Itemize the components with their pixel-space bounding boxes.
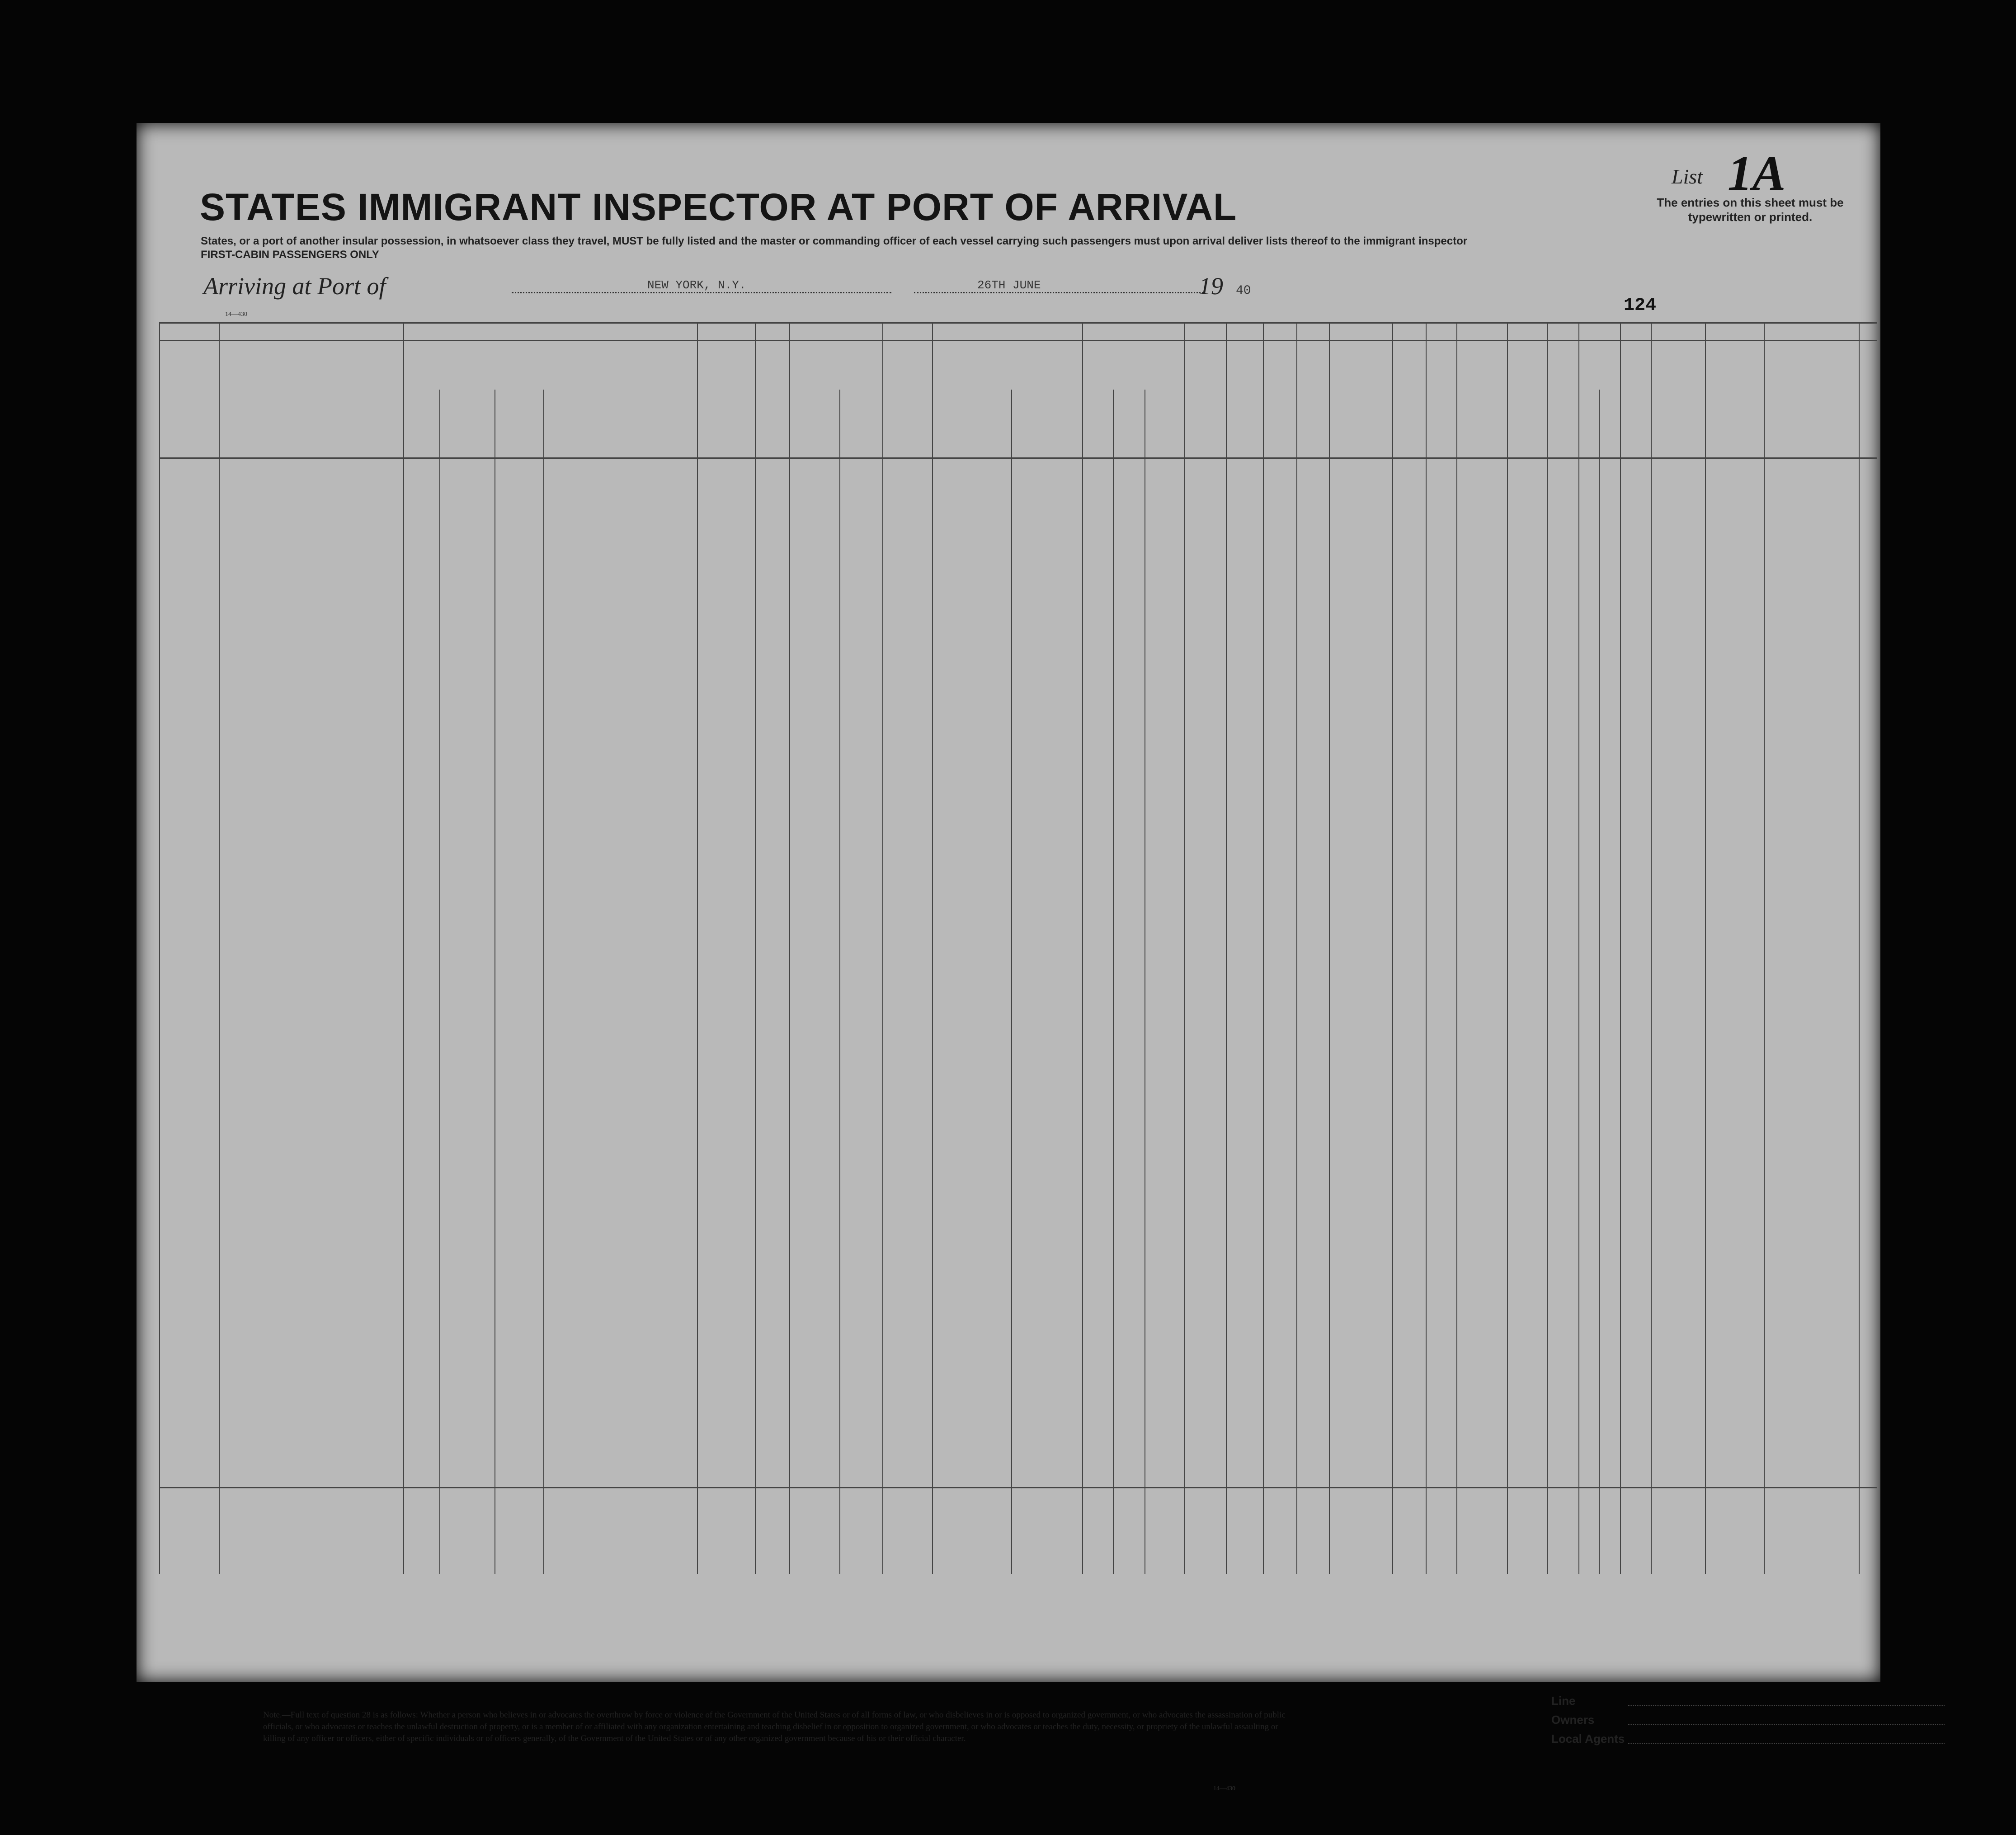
header-money [864, 390, 882, 453]
column-rule [1329, 322, 1330, 1574]
column-rule [1859, 322, 1860, 1574]
port-field: NEW YORK, N.Y. [512, 278, 891, 293]
form-subtitle: States, or a port of another insular possession, in whatsoever class they travel, MUST be fully listed and the master or commanding officer of each vessel carrying such passengers must upon arrival deliver lists thereof to the immigrant inspector [201, 235, 1468, 247]
column-rule [1507, 322, 1508, 1574]
header-polygamist [1267, 390, 1286, 453]
table-bottom-rule [159, 1487, 1877, 1488]
column-rule [789, 322, 790, 1574]
column-rule [1547, 322, 1548, 1574]
footer-form-number: 14—430 [1213, 1785, 1235, 1792]
year-suffix: 40 [1236, 284, 1251, 298]
header-offer-labor [1398, 390, 1416, 453]
subcolumn-rule [1578, 390, 1579, 1574]
form-number: 14—430 [225, 311, 247, 318]
manifest-sheet [137, 123, 1880, 1792]
list-number: 1A [1728, 146, 1786, 201]
list-instruction: The entries on this sheet must be typewritten or printed. [1657, 196, 1844, 224]
form-class-note: FIRST-CABIN PASSENGERS ONLY [201, 249, 379, 261]
column-rule [1226, 322, 1227, 1574]
footer-agents-field [1628, 1743, 1945, 1744]
footer-line-label: Line [1551, 1694, 1576, 1708]
list-label: List [1672, 165, 1703, 188]
column-rule [697, 322, 698, 1574]
column-rule [1184, 322, 1185, 1574]
footer-owners-label: Owners [1551, 1713, 1595, 1727]
header-ticket [702, 390, 720, 453]
arriving-label: Arriving at Port of [203, 273, 386, 300]
header-anarchist [1300, 390, 1318, 453]
header-arrested [1461, 390, 1479, 453]
form-title: STATES IMMIGRANT INSPECTOR AT PORT OF ARRIVAL [200, 186, 1237, 228]
header-bottom-rule [159, 457, 1877, 459]
header-feet [1581, 421, 1599, 485]
footer-agents-label: Local Agents [1551, 1732, 1625, 1746]
column-rule [1296, 322, 1297, 1574]
header-overthrow [1334, 390, 1352, 453]
page-number: 124 [1624, 296, 1657, 316]
subcolumn-rule [1599, 390, 1600, 1574]
column-rule [1426, 322, 1427, 1574]
column-rule [932, 322, 933, 1574]
header-top-rule [159, 322, 1877, 324]
column-rule [403, 322, 404, 1574]
column-rule [755, 322, 756, 1574]
year-prefix: 19 [1199, 273, 1223, 300]
date-field: 26TH JUNE [914, 278, 1203, 293]
footnote: Note.—Full text of question 28 is as follows: Whether a person who believes in or advocates the overthrow by force or violence of the Government of the United States or of all forms of law, or who disbelieves in or is opposed to organized government, or who advocates the assassination of public officials, or who advocates or teaches the unlawful destruction of property, or is a member of or affiliated with any organization entertaining and teaching disbelief in or opposition to organized government, or who advocates or teaches the duty, necessity, or propriety of the unlawful assaulting or killing of any officer or officers, either of specific individuals or of officers generally, of the Government of the United States or of any other organized government because of his or their official character. [263, 1710, 1286, 1743]
column-rule [882, 322, 883, 1574]
column-rule [1456, 322, 1457, 1574]
column-rule [1392, 322, 1393, 1574]
subcolumn-rule [439, 390, 440, 1574]
column-rule [1620, 322, 1621, 1574]
header-inches [1601, 421, 1619, 485]
column-rule [1082, 322, 1083, 1574]
column-rule [159, 322, 160, 1574]
column-rule [219, 322, 220, 1574]
column-rule [1764, 322, 1765, 1574]
subcolumn-rule [1113, 390, 1114, 1574]
manifest-table [159, 322, 1877, 1574]
header-prison [1231, 390, 1249, 453]
column-rule [1651, 322, 1652, 1574]
column-rule [1263, 322, 1264, 1574]
footer-owners-field [1628, 1724, 1945, 1725]
subcolumn-rule [1011, 390, 1012, 1574]
footer-line-field [1628, 1705, 1945, 1706]
header-purpose-citizen [1215, 390, 1233, 453]
subcolumn-rule [543, 390, 544, 1574]
subcolumn-rule [839, 390, 840, 1574]
colnum-rule [159, 340, 1877, 341]
header-excluded [1430, 390, 1448, 453]
column-rule [1705, 322, 1706, 1574]
